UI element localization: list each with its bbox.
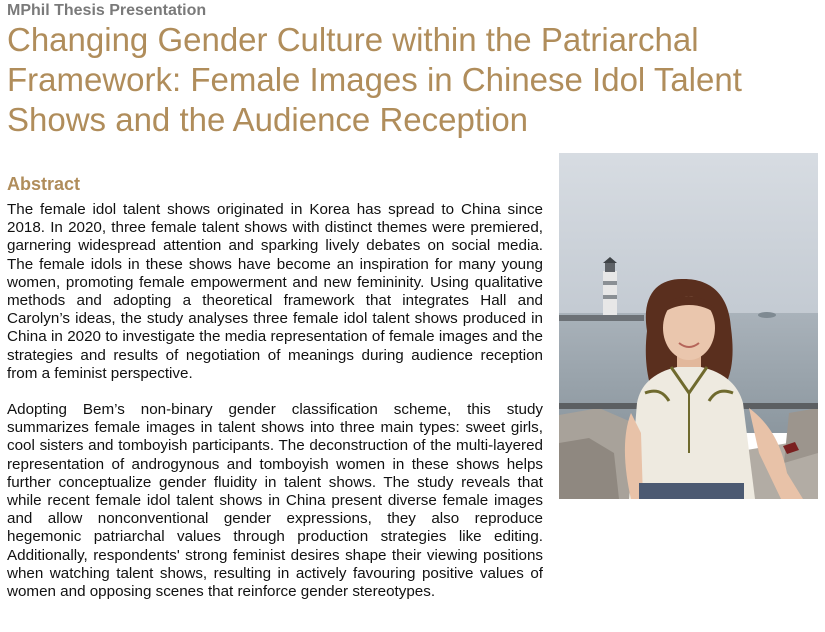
portrait-image bbox=[559, 153, 818, 499]
abstract-body bbox=[7, 201, 543, 619]
distant-island bbox=[758, 312, 776, 318]
kicker-label: MPhil Thesis Presentation bbox=[7, 2, 207, 19]
lighthouse-icon bbox=[603, 257, 617, 315]
author-photo bbox=[559, 153, 818, 499]
page-title: Changing Gender Culture within the Patriarchal Framework: Female Images in Chinese Idol Talent Shows and the Audience Reception bbox=[7, 21, 742, 138]
pier bbox=[559, 315, 644, 321]
abstract-paragraph-1: The female idol talent shows originated in Korea has spread to China since 2018. In 2020, three female talent shows with distinct themes were premiered, garnering widespread attention and sparking lively debates on social media. The female idols in these shows have become an inspiration for many young women, promoting female empowerment and new femininity. Using qualitative methods and adopting a theoretical framework that integrates Hall and Carolyn’s ideas, the study analyses three female idol talent shows produced in China in 2020 to investigate the media representation of female images and the strategies and results of negotiation of meanings during audience reception from a feminist perspective. bbox=[7, 201, 543, 382]
abstract-heading: Abstract bbox=[7, 174, 81, 194]
abstract-paragraph-2: Adopting Bem’s non-binary gender classification scheme, this study summarizes female images in talent shows into three main types: sweet girls, cool sisters and tomboyish participants. The deconstruction of the multi-layered representation of androgynous and tomboyish women in these shows helps further conceptualize gender fluidity in talent shows. The study reveals that while recent female idol talent shows in China present diverse female images and allow nonconventional gender expressions, they also reproduce hegemonic patriarchal values through production strategies like editing. Additionally, respondents' strong feminist desires shape their viewing positions when watching talent shows, resulting in actively favouring positive values of women and opposing scenes that reinforce gender stereotypes. bbox=[7, 401, 543, 601]
